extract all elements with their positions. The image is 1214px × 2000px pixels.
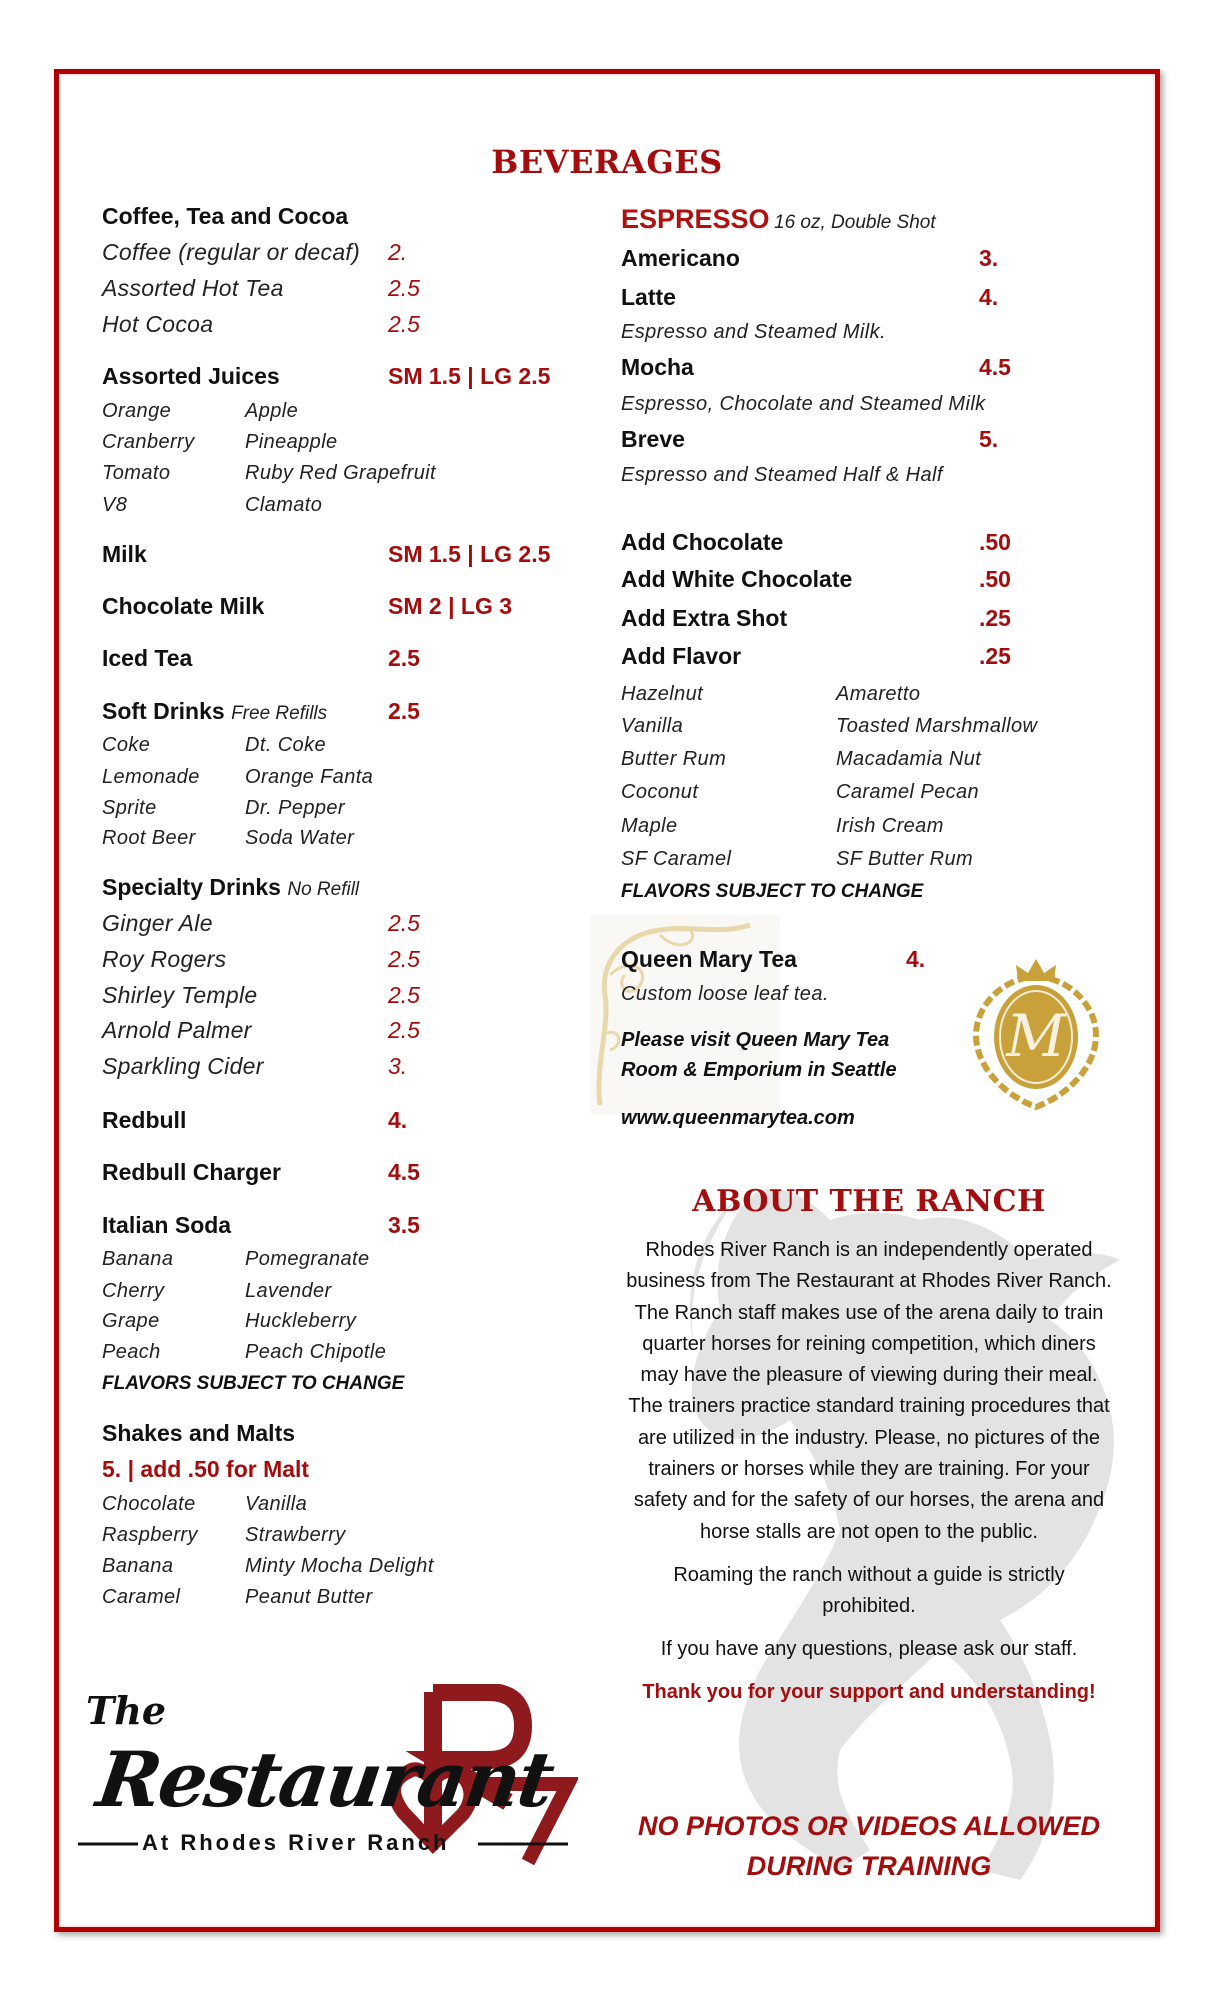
- text-line: quarter horses for reining competition, which diners: [642, 1332, 1096, 1355]
- item-description: Espresso, Chocolate and Steamed Milk: [621, 393, 986, 415]
- flavors-disclaimer: FLAVORS SUBJECT TO CHANGE: [621, 881, 924, 902]
- chocolate-milk-heading: Chocolate Milk: [102, 593, 265, 619]
- flavor: Butter Rum: [621, 748, 727, 770]
- flavor: Orange: [102, 400, 172, 422]
- flavor: SF Caramel: [621, 848, 732, 870]
- flavor: Pomegranate: [245, 1248, 370, 1270]
- flavor: Sprite: [102, 797, 157, 819]
- section-price: SM 1.5 | LG 2.5: [388, 363, 551, 389]
- addon-name: Add Extra Shot: [621, 605, 788, 631]
- logo-letter: M: [1006, 1002, 1066, 1070]
- item-price: 3.: [979, 245, 999, 271]
- flavor: Vanilla: [245, 1493, 308, 1515]
- flavor: Strawberry: [245, 1524, 346, 1546]
- flavor: Macadamia Nut: [836, 748, 982, 770]
- tea-website-link[interactable]: www.queenmarytea.com: [621, 1107, 855, 1129]
- ranch-thanks: Thank you for your support and understanding!: [642, 1681, 1096, 1703]
- item-price: 2.5: [388, 982, 420, 1008]
- item-name: Breve: [621, 426, 685, 452]
- flavor: Vanilla: [621, 715, 684, 737]
- item-price: 2.5: [388, 275, 420, 301]
- section-heading: Coffee, Tea and Cocoa: [102, 203, 349, 229]
- logo-script-the: The: [86, 1688, 167, 1733]
- flavor: Pineapple: [245, 431, 338, 453]
- section-heading: [102, 876, 359, 899]
- item-price: 2.: [388, 239, 408, 265]
- warning-line: DURING TRAINING: [746, 1851, 992, 1881]
- text-line: may have the pleasure of viewing during their meal.: [640, 1364, 1098, 1387]
- item-price: 4.: [979, 284, 999, 310]
- text-line: prohibited.: [822, 1595, 916, 1618]
- text-line: The Ranch staff makes use of the arena daily to train: [634, 1301, 1104, 1324]
- flavor: Maple: [621, 815, 678, 837]
- item-name: Hot Cocoa: [102, 311, 214, 337]
- text-line: Rhodes River Ranch is an independently operated: [645, 1239, 1093, 1261]
- ranch-paragraph-2: [596, 1560, 1142, 1623]
- milk-heading: Milk: [102, 541, 147, 567]
- item-name: Ginger Ale: [102, 910, 213, 936]
- addon-price: .25: [979, 605, 1011, 631]
- flavor: Clamato: [245, 494, 323, 516]
- flavor: Irish Cream: [836, 815, 944, 837]
- flavor: Minty Mocha Delight: [245, 1555, 434, 1577]
- iced-tea-heading: Iced Tea: [102, 645, 193, 671]
- item-description: Espresso and Steamed Milk.: [621, 321, 886, 343]
- section-price: 3.5: [388, 1212, 420, 1238]
- flavor: Huckleberry: [245, 1310, 357, 1332]
- flavor: Coconut: [621, 781, 699, 803]
- redbull-price: 4.: [388, 1107, 408, 1133]
- addon-name: Add Flavor: [621, 643, 742, 669]
- item-price: 4.5: [979, 354, 1011, 380]
- flavor: Cherry: [102, 1280, 165, 1302]
- flavor: Caramel: [102, 1586, 181, 1608]
- flavor: Soda Water: [245, 827, 355, 849]
- flavor: Root Beer: [102, 827, 196, 849]
- heading-text: Specialty Drinks: [102, 874, 281, 900]
- milk-price: SM 1.5 | LG 2.5: [388, 541, 551, 567]
- redbull-charger-price: 4.5: [388, 1159, 420, 1185]
- ornamental-scroll-icon: [590, 915, 780, 1115]
- flavor: Peach: [102, 1341, 161, 1363]
- flavor: Chocolate: [102, 1493, 196, 1515]
- addon-price: .25: [979, 643, 1011, 669]
- item-name: Assorted Hot Tea: [102, 275, 284, 301]
- section-heading: Shakes and Malts: [102, 1420, 296, 1446]
- logo-script-restaurant: Restaurant: [91, 1735, 558, 1824]
- iced-tea-price: 2.5: [388, 645, 420, 671]
- flavor: Banana: [102, 1248, 174, 1270]
- text-line: The trainers practice standard training procedures that: [628, 1395, 1110, 1418]
- flavor: Apple: [245, 400, 299, 422]
- item-price: 2.5: [388, 946, 420, 972]
- item-price: 5.: [979, 426, 999, 452]
- section-price: 2.5: [388, 698, 420, 724]
- visit-line-2: Room & Emporium in Seattle: [621, 1059, 897, 1081]
- flavor: Peanut Butter: [245, 1586, 373, 1608]
- heading-note: No Refill: [287, 879, 360, 900]
- section-heading: Assorted Juices: [102, 363, 280, 389]
- flavor: Hazelnut: [621, 683, 704, 705]
- item-description: Espresso and Steamed Half & Half: [621, 464, 943, 486]
- ranch-paragraph-1: [596, 1235, 1142, 1548]
- flavor: Tomato: [102, 462, 171, 484]
- item-name: Mocha: [621, 354, 694, 380]
- text-line: Roaming the ranch without a guide is strictly: [673, 1564, 1065, 1586]
- flavor: Dr. Pepper: [245, 797, 345, 819]
- tea-name: Queen Mary Tea: [621, 946, 797, 972]
- item-price: 2.5: [388, 1017, 420, 1043]
- redbull-charger-heading: Redbull Charger: [102, 1159, 281, 1185]
- flavor: Coke: [102, 734, 151, 756]
- page-title: BEVERAGES: [491, 143, 723, 181]
- text-line: safety and for the safety of our horses, the arena and: [633, 1489, 1105, 1512]
- item-name: Latte: [621, 284, 676, 310]
- no-photos-warning: [596, 1806, 1142, 1886]
- section-heading: [102, 700, 327, 723]
- text-line: business from The Restaurant at Rhodes River Ranch.: [626, 1270, 1112, 1293]
- text-line: horse stalls are not open to the public.: [700, 1520, 1038, 1543]
- text-line: trainers or horses while they are training. For your: [648, 1458, 1090, 1481]
- item-name: Sparkling Cider: [102, 1053, 264, 1079]
- item-name: Coffee (regular or decaf): [102, 239, 361, 265]
- item-price: 2.5: [388, 910, 420, 936]
- flavor: V8: [102, 494, 128, 516]
- flavor: Dt. Coke: [245, 734, 327, 756]
- chocolate-milk-price: SM 2 | LG 3: [388, 593, 513, 619]
- addon-price: .50: [979, 529, 1011, 555]
- flavor: SF Butter Rum: [836, 848, 974, 870]
- item-price: 3.: [388, 1053, 408, 1079]
- espresso-heading: ESPRESSO: [621, 204, 770, 234]
- flavor: Raspberry: [102, 1524, 198, 1546]
- flavor: Amaretto: [836, 683, 921, 705]
- flavors-disclaimer: FLAVORS SUBJECT TO CHANGE: [102, 1373, 405, 1394]
- text-line: are utilized in the industry. Please, no pictures of the: [637, 1426, 1101, 1449]
- visit-line-1: Please visit Queen Mary Tea: [621, 1029, 890, 1051]
- ranch-title: ABOUT THE RANCH: [692, 1184, 1046, 1219]
- flavor: Cranberry: [102, 431, 195, 453]
- item-name: Roy Rogers: [102, 946, 227, 972]
- tea-price: 4.: [906, 946, 926, 972]
- flavor: Lavender: [245, 1280, 332, 1302]
- heading-text: Soft Drinks: [102, 698, 225, 724]
- flavor: Peach Chipotle: [245, 1341, 387, 1363]
- redbull-heading: Redbull: [102, 1107, 187, 1133]
- flavor: Lemonade: [102, 766, 200, 788]
- section-heading: [621, 206, 936, 233]
- flavor: Orange Fanta: [245, 766, 374, 788]
- flavor: Grape: [102, 1310, 160, 1332]
- ranch-paragraph-3: If you have any questions, please ask our staff.: [660, 1638, 1078, 1660]
- tea-description: Custom loose leaf tea.: [621, 983, 829, 1005]
- item-name: Shirley Temple: [102, 982, 258, 1008]
- heading-note: Free Refills: [231, 703, 328, 724]
- restaurant-logo: [78, 1684, 578, 1874]
- logo-tagline: At Rhodes River Ranch: [142, 1830, 450, 1855]
- item-price: 2.5: [388, 311, 420, 337]
- warning-line: NO PHOTOS OR VIDEOS ALLOWED: [637, 1811, 1101, 1841]
- flavor: Banana: [102, 1555, 174, 1577]
- flavor: Caramel Pecan: [836, 781, 980, 803]
- item-name: Arnold Palmer: [102, 1017, 252, 1043]
- section-heading: Italian Soda: [102, 1212, 232, 1238]
- addon-price: .50: [979, 566, 1011, 592]
- section-price: 5. | add .50 for Malt: [102, 1456, 310, 1482]
- espresso-note: 16 oz, Double Shot: [774, 212, 936, 233]
- flavor: Toasted Marshmallow: [836, 715, 1038, 737]
- addon-name: Add White Chocolate: [621, 566, 853, 592]
- flavor: Ruby Red Grapefruit: [245, 462, 437, 484]
- queen-mary-logo: [968, 955, 1104, 1111]
- item-name: Americano: [621, 245, 740, 271]
- addon-name: Add Chocolate: [621, 529, 784, 555]
